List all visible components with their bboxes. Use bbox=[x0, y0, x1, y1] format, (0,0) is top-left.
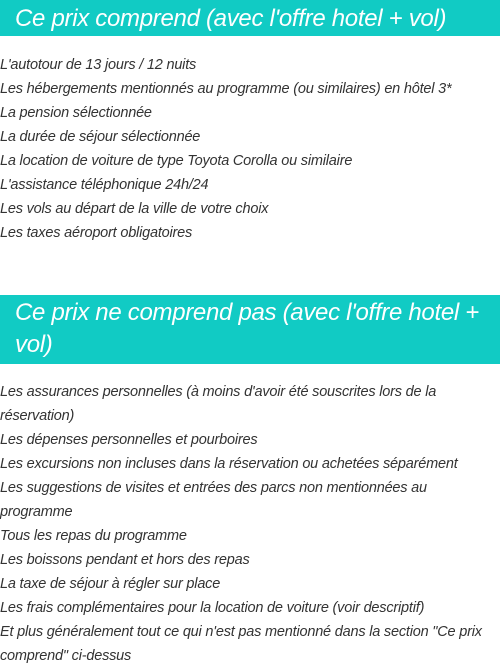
list-item: Les hébergements mentionnés au programme (ou similaires) en hôtel 3* bbox=[0, 81, 452, 97]
excluded-section-title: Ce prix ne comprend pas (avec l'offre hotel + vol) bbox=[0, 295, 500, 364]
list-item: L'assistance téléphonique 24h/24 bbox=[0, 177, 209, 193]
list-item: La taxe de séjour à régler sur place bbox=[0, 576, 221, 592]
excluded-items-list bbox=[0, 380, 498, 668]
included-items-list bbox=[0, 53, 498, 245]
list-item: Les suggestions de visites et entrées des parcs non mentionnées au programme bbox=[0, 480, 427, 520]
list-item: L'autotour de 13 jours / 12 nuits bbox=[0, 57, 197, 73]
list-item: Les frais complémentaires pour la location de voiture (voir descriptif) bbox=[0, 600, 425, 616]
list-item: Les assurances personnelles (à moins d'avoir été souscrites lors de la réservation) bbox=[0, 384, 437, 424]
list-item: Les boissons pendant et hors des repas bbox=[0, 552, 250, 568]
list-item: Les vols au départ de la ville de votre choix bbox=[0, 201, 269, 217]
list-item: Tous les repas du programme bbox=[0, 528, 187, 544]
list-item: La durée de séjour sélectionnée bbox=[0, 129, 201, 145]
list-item: La location de voiture de type Toyota Corolla ou similaire bbox=[0, 153, 353, 169]
included-section-title: Ce prix comprend (avec l'offre hotel + vol) bbox=[0, 0, 500, 36]
list-item: Les taxes aéroport obligatoires bbox=[0, 225, 193, 241]
list-item: Les dépenses personnelles et pourboires bbox=[0, 432, 258, 448]
list-item: La pension sélectionnée bbox=[0, 105, 152, 121]
list-item: Les excursions non incluses dans la réservation ou achetées séparément bbox=[0, 456, 458, 472]
list-item: Et plus généralement tout ce qui n'est pas mentionné dans la section "Ce prix comprend" ci-dessus bbox=[0, 624, 482, 664]
